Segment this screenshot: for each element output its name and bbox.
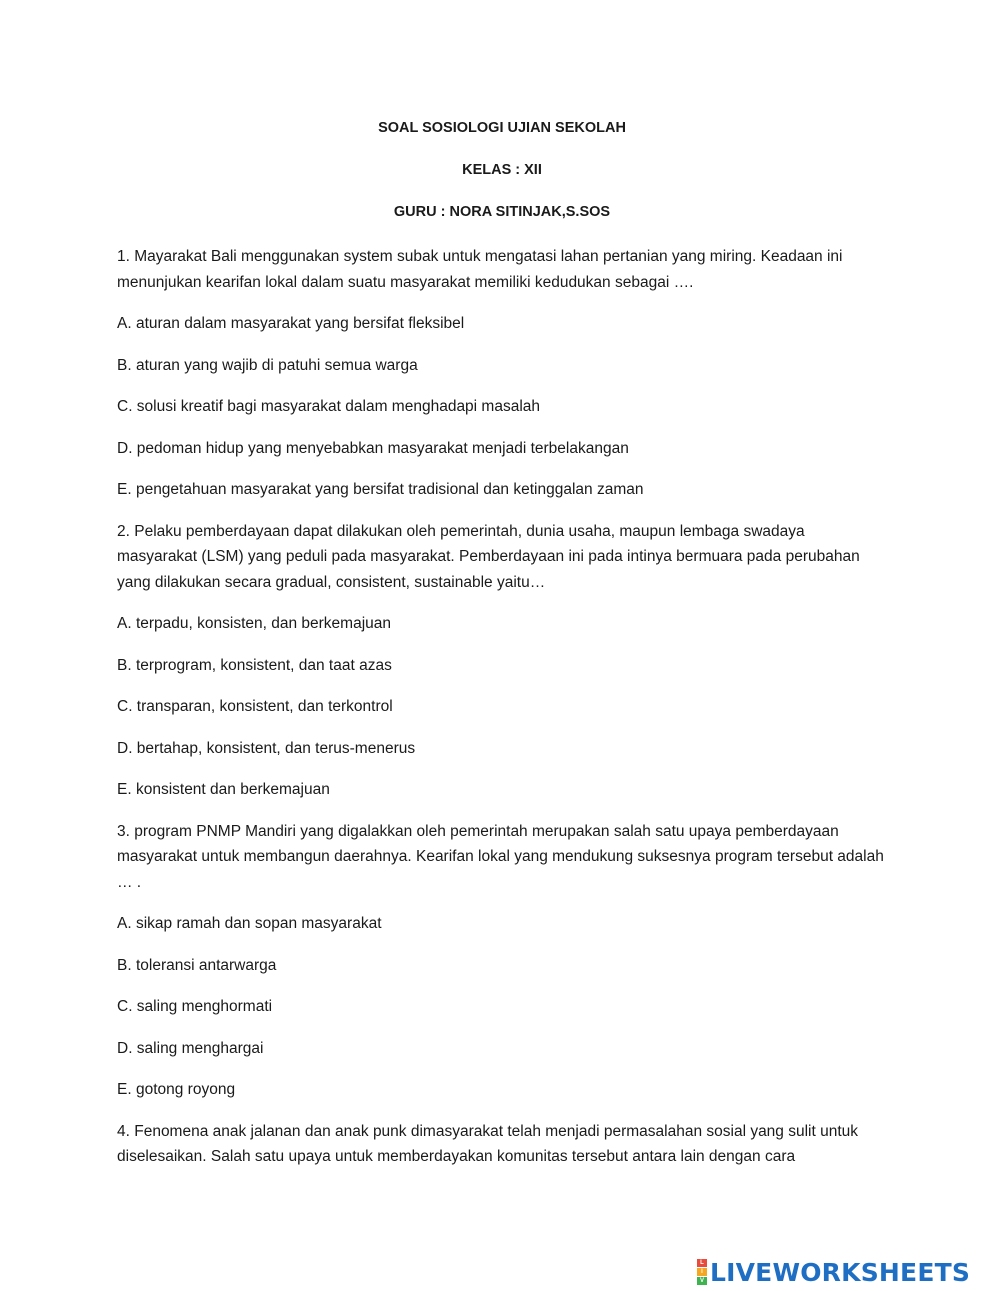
question-3	[117, 819, 887, 1103]
question-4	[117, 1119, 887, 1170]
option-d: D. bertahap, konsistent, dan terus-menerus	[117, 739, 416, 757]
option-b: B. aturan yang wajib di patuhi semua warga	[117, 356, 418, 374]
option-c: C. transparan, konsistent, dan terkontrol	[117, 698, 393, 715]
option-a: A. terpadu, konsisten, dan berkemajuan	[117, 615, 392, 632]
question-2	[117, 519, 887, 803]
question-text: 4. Fenomena anak jalanan dan anak punk dimasyarakat telah menjadi permasalahan sosial yang sulit untuk diselesaikan. Salah satu upaya untuk memberdayakan komunitas tersebut antara lain dengan cara	[117, 1122, 859, 1165]
option-e: E. konsistent dan berkemajuan	[117, 781, 330, 798]
class-label: KELAS : XII	[462, 162, 542, 178]
option-e: E. gotong royong	[117, 1081, 236, 1098]
question-text: 2. Pelaku pemberdayaan dapat dilakukan oleh pemerintah, dunia usaha, maupun lembaga swadaya masyarakat (LSM) yang peduli pada masyarakat. Pemberdayaan ini pada intinya bermuara pada perubahan yang dilakukan secara gradual, consistent, sustainable yaitu…	[117, 522, 860, 591]
option-c: C. solusi kreatif bagi masyarakat dalam menghadapi masalah	[117, 398, 541, 415]
option-d: D. pedoman hidup yang menyebabkan masyarakat menjadi terbelakangan	[117, 439, 629, 457]
option-e: E. pengetahuan masyarakat yang bersifat tradisional dan ketinggalan zaman	[117, 481, 644, 498]
option-a: A. aturan dalam masyarakat yang bersifat fleksibel	[117, 315, 465, 332]
option-d: D. saling menghargai	[117, 1039, 264, 1057]
option-c: C. saling menghormati	[117, 998, 273, 1015]
liveworksheets-wordmark: LIVEWORKSHEETS	[710, 1257, 971, 1287]
option-b: B. toleransi antarwarga	[117, 956, 277, 974]
liveworksheets-logo	[697, 1257, 970, 1287]
liveworksheets-icon	[697, 1259, 707, 1285]
teacher-label: GURU : NORA SITINJAK,S.SOS	[393, 204, 611, 220]
option-b: B. terprogram, konsistent, dan taat azas	[117, 656, 392, 674]
logo-letter: L	[697, 1259, 707, 1267]
question-text: 3. program PNMP Mandiri yang digalakkan oleh pemerintah merupakan salah satu upaya pemberdayaan masyarakat untuk membangun daerahnya. Kearifan lokal yang mendukung suksesnya program tersebut adalah … .	[117, 822, 884, 891]
question-text: 1. Mayarakat Bali menggunakan system subak untuk mengatasi lahan pertanian yang miring. Keadaan ini menunjukan kearifan lokal dalam suatu masyarakat memiliki kedudukan sebagai ….	[117, 248, 843, 291]
question-1	[117, 244, 887, 503]
worksheet-page	[117, 118, 887, 1186]
logo-letter: I	[697, 1268, 707, 1276]
option-a: A. sikap ramah dan sopan masyarakat	[117, 915, 382, 932]
page-title: SOAL SOSIOLOGI UJIAN SEKOLAH	[378, 120, 626, 136]
logo-letter: V	[697, 1277, 707, 1285]
